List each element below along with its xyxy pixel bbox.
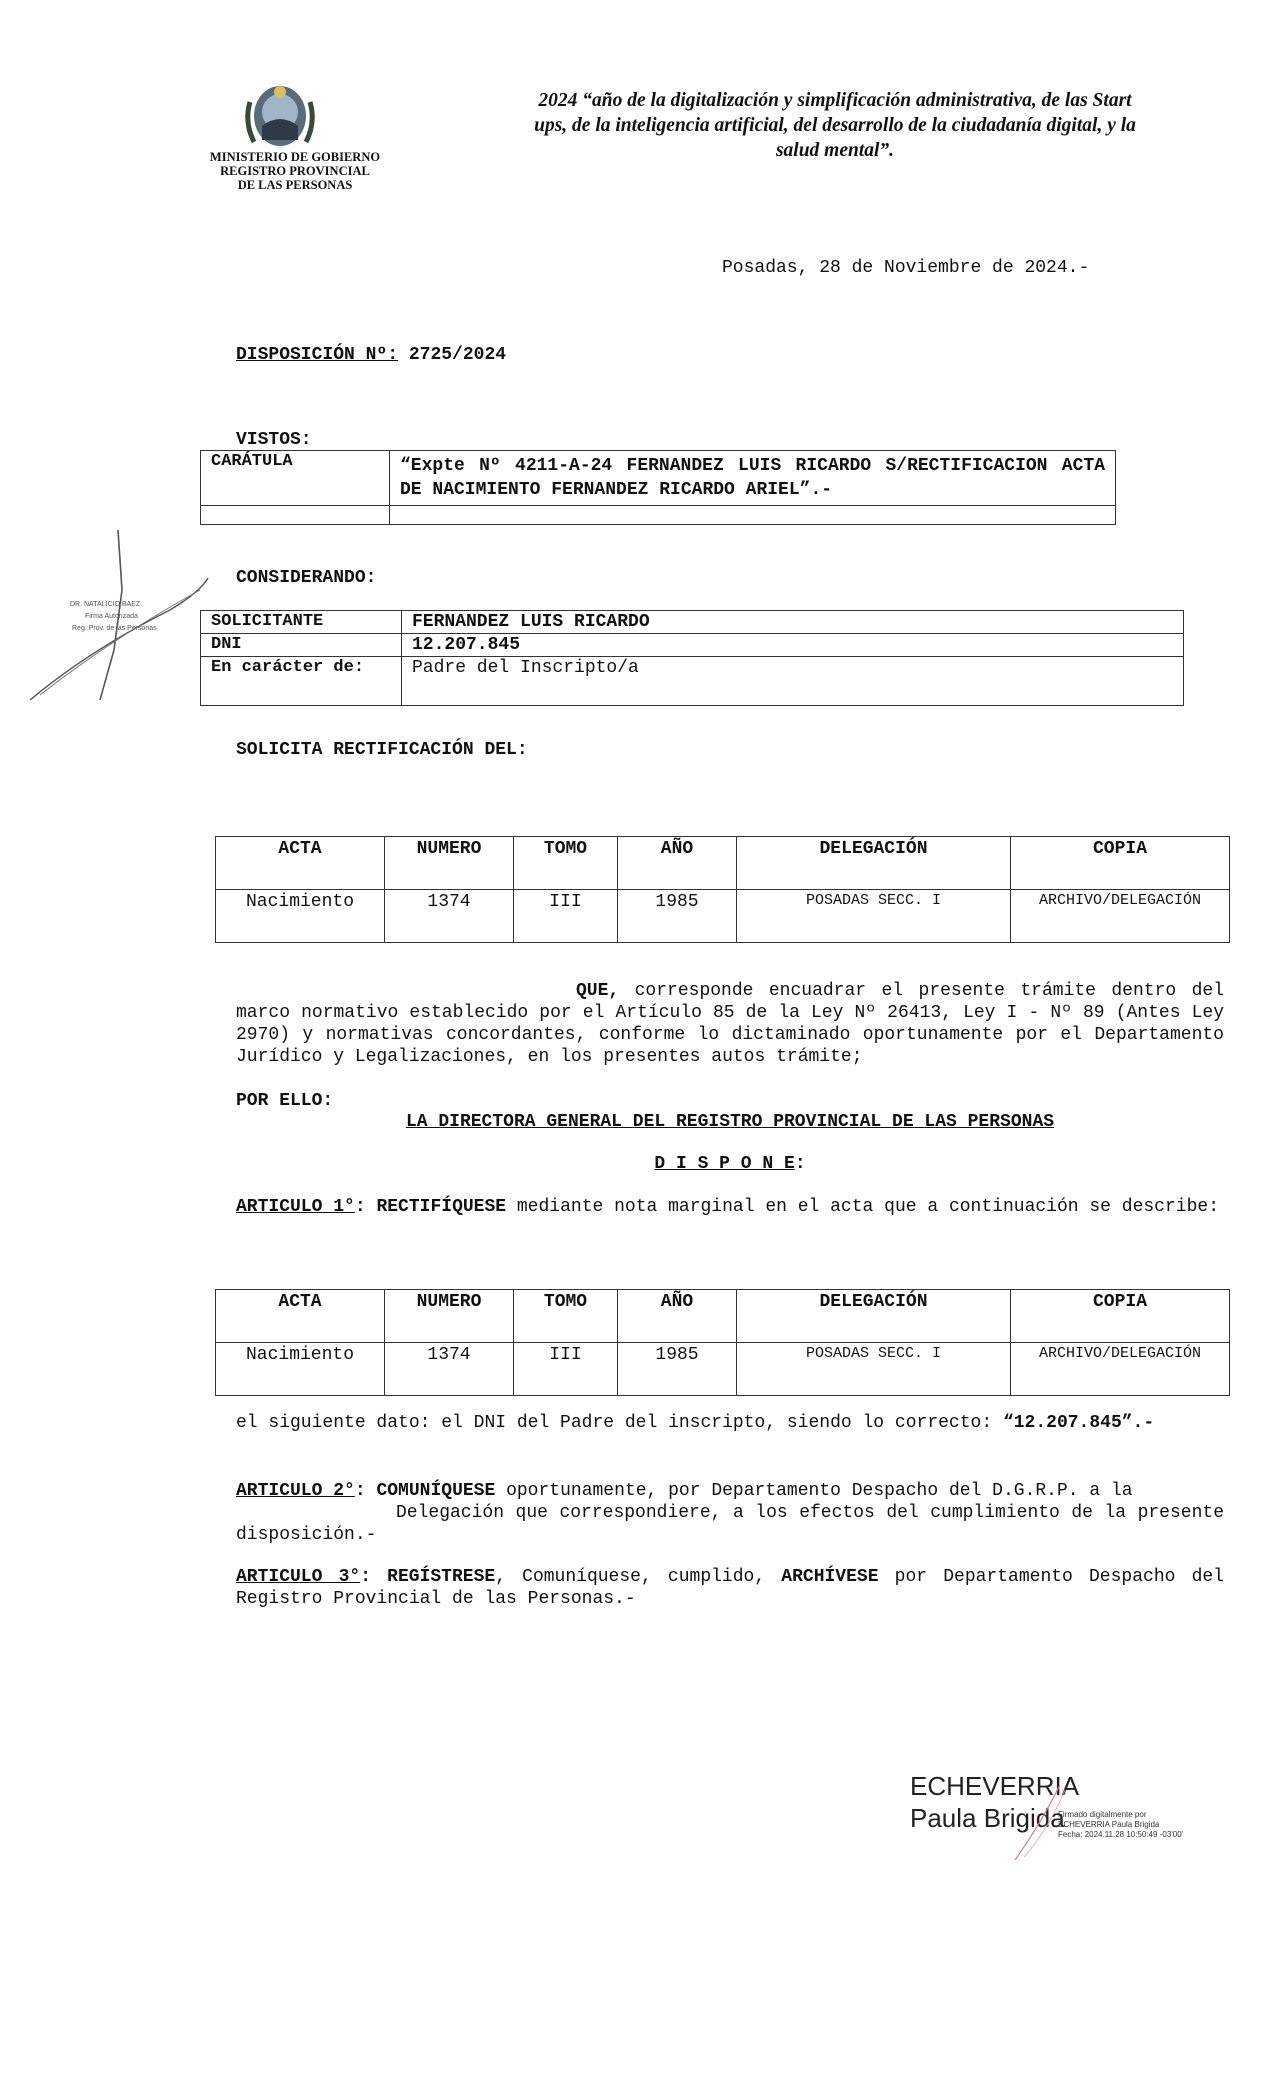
acta-cell: Nacimiento (216, 1343, 385, 1396)
motto-line: ups, de la inteligencia artificial, del desarrollo de la ciudadanía digital, y la (534, 115, 1136, 136)
ministry-line: MINISTERIO DE GOBIERNO (209, 150, 381, 164)
corrected-data-line: el siguiente dato: el DNI del Padre del inscripto, siendo lo correcto: “12.207.845”.- (236, 1413, 1155, 1433)
delegacion-cell: POSADAS SECC. I (737, 1343, 1011, 1396)
svg-text:DR. NATALICIO BAEZ: DR. NATALICIO BAEZ (70, 601, 141, 608)
vistos-heading: VISTOS: (236, 430, 312, 450)
article-3: ARTICULO 3°: REGÍSTRESE, Comuníquese, cumplido, ARCHÍVESE por Departamento Despacho del Registro Provincial de las Personas.- (236, 1567, 1224, 1609)
directora-heading: LA DIRECTORA GENERAL DEL REGISTRO PROVINCIAL DE LAS PERSONAS (405, 1112, 1055, 1132)
provincial-coat-of-arms-logo (240, 82, 320, 150)
anio-header: AÑO (618, 1290, 737, 1343)
tomo-cell: III (514, 890, 618, 943)
solicita-heading: SOLICITA RECTIFICACIÓN DEL: (236, 740, 528, 760)
tomo-header: TOMO (514, 837, 618, 890)
svg-text:Reg. Prov. de las Personas: Reg. Prov. de las Personas (72, 625, 157, 632)
motto-line: 2024 “año de la digitalización y simplificación administrativa, de las Start (538, 90, 1132, 111)
disposition-label: DISPOSICIÓN Nº: (236, 345, 399, 365)
caracter-label: En carácter de: (201, 657, 402, 706)
tomo-cell: III (514, 1343, 618, 1396)
copia-header: COPIA (1011, 1290, 1230, 1343)
motto-line: salud mental”. (775, 140, 895, 161)
digital-signature-details: Firmado digitalmente por ECHEVERRIA Paula Brigida Fecha: 2024.11.28 10:50:49 -03'00' (1058, 1810, 1184, 1839)
numero-cell: 1374 (385, 890, 514, 943)
digital-signature-name: ECHEVERRIA Paula Brigida (910, 1771, 1080, 1833)
delegacion-header: DELEGACIÓN (737, 837, 1011, 890)
caratula-value: “Expte Nº 4211-A-24 FERNANDEZ LUIS RICARDO S/RECTIFICACION ACTA DE NACIMIENTO FERNANDEZ RICARDO ARIEL”.- (390, 451, 1116, 506)
disposition-value: 2725/2024 (408, 345, 507, 365)
article-1: ARTICULO 1°: RECTIFÍQUESE mediante nota marginal en el acta que a continuación se describe: (236, 1197, 1219, 1217)
ministry-line: REGISTRO PROVINCIAL (220, 164, 370, 178)
caracter-value: Padre del Inscripto/a (402, 657, 1184, 706)
numero-cell: 1374 (385, 1343, 514, 1396)
anio-header: AÑO (618, 837, 737, 890)
solicitante-table (200, 610, 1184, 706)
copia-cell: ARCHIVO/DELEGACIÓN (1011, 890, 1230, 943)
copia-cell: ARCHIVO/DELEGACIÓN (1011, 1343, 1230, 1396)
dni-label: DNI (201, 634, 402, 657)
acta-header: ACTA (216, 1290, 385, 1343)
delegacion-cell: POSADAS SECC. I (737, 890, 1011, 943)
copia-header: COPIA (1011, 837, 1230, 890)
tomo-header: TOMO (514, 1290, 618, 1343)
considerando-heading: CONSIDERANDO: (236, 568, 377, 588)
seal-stamp-signature (30, 530, 210, 700)
solicitante-label: SOLICITANTE (201, 611, 402, 634)
numero-header: NUMERO (385, 1290, 514, 1343)
por-ello-heading: POR ELLO: (236, 1091, 334, 1111)
acta-table-request (215, 836, 1230, 943)
dni-value: 12.207.845 (402, 634, 1184, 657)
dispone-heading: D I S P O N E: (654, 1154, 806, 1174)
ministry-heading (190, 150, 400, 192)
ministry-line: DE LAS PERSONAS (237, 178, 353, 192)
acta-cell: Nacimiento (216, 890, 385, 943)
disposition-number (236, 345, 506, 365)
caratula-table (200, 450, 1116, 525)
article-2: ARTICULO 2°: COMUNÍQUESE oportunamente, por Departamento Despacho del D.G.R.P. a la Delegación que correspondiere, a los efectos del cumplimiento de la presente disposición.- (236, 1481, 1224, 1545)
date-line: Posadas, 28 de Noviembre de 2024.- (722, 258, 1090, 278)
anio-cell: 1985 (618, 890, 737, 943)
acta-table-rectify (215, 1289, 1230, 1396)
anio-cell: 1985 (618, 1343, 737, 1396)
year-motto (495, 88, 1175, 163)
solicitante-value: FERNANDEZ LUIS RICARDO (402, 611, 1184, 634)
numero-header: NUMERO (385, 837, 514, 890)
caratula-label: CARÁTULA (201, 451, 390, 506)
delegacion-header: DELEGACIÓN (737, 1290, 1011, 1343)
acta-header: ACTA (216, 837, 385, 890)
svg-text:Firma Autorizada: Firma Autorizada (85, 613, 138, 620)
que-paragraph: QUE, corresponde encuadrar el presente trámite dentro del marco normativo establecido por el Artículo 85 de la Ley Nº 26413, Ley I - Nº 89 (Antes Ley 2970) y normativas concordantes, conforme lo dictaminado oportunamente por el Departamento Jurídico y Legalizaciones, en los presentes autos trámite; (236, 981, 1224, 1067)
